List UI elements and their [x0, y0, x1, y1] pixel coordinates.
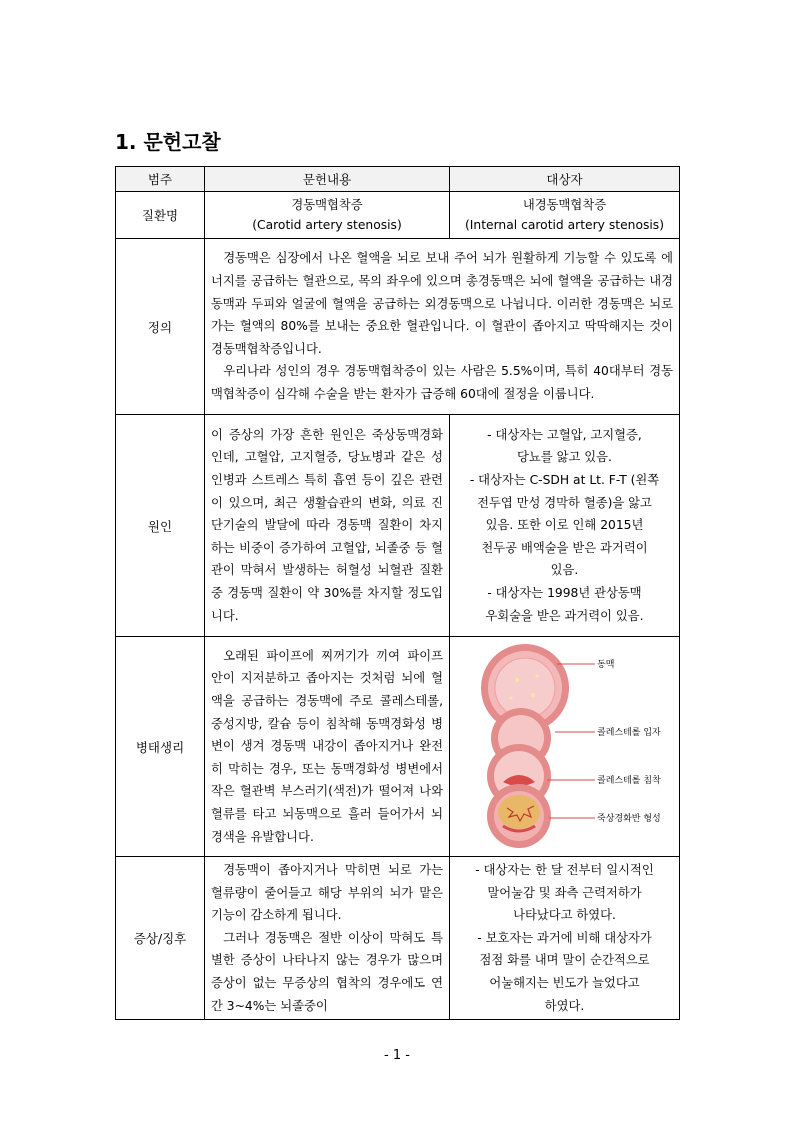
literature-disease-name	[205, 192, 450, 239]
symptoms-paragraph-2: 그러나 경동맥은 절반 이상이 막혀도 특별한 증상이 나타나지 않는 경우가 많으며 증상이 없는 무증상의 협착의 경우에도 연간 3~4%는 뇌졸중이	[211, 930, 443, 1013]
row-disease-name	[116, 192, 680, 239]
disease-name-english: (Carotid artery stenosis)	[252, 218, 402, 232]
pathophysiology-paragraph: 오래된 파이프에 찌꺼기가 끼여 파이프 안이 지저분하고 좁아지는 것처럼 뇌에 혈액을 공급하는 경동맥에 주로 콜레스테롤, 중성지방, 칼슘 등이 침착해 동맥경화성 병변이 생겨 경동맥 내강이 좁아지거나 완전히 막히는 경우, 또는 동맥경화성 병변에서 작은 혈관벽 부스러기(색전)가 떨어져 나와 혈류를 타고 뇌동맥으로 흘러 들어가서 뇌경색을 유발합니다.	[211, 648, 443, 844]
symptoms-patient-line: 하였다.	[544, 998, 585, 1013]
cause-literature-text	[205, 415, 450, 637]
symptoms-patient-line: 나타났다고 하였다.	[513, 908, 616, 923]
row-pathophysiology	[116, 637, 680, 857]
row-definition	[116, 239, 680, 415]
page-number: - 1 -	[384, 1048, 410, 1063]
artery-stage-plaque	[487, 784, 551, 848]
cause-patient-line: - 대상자는 1998년 관상동맥	[487, 585, 642, 600]
cause-patient-line: 있음.	[550, 563, 579, 578]
cause-patient-line: 전두엽 만성 경막하 혈종)을 앓고	[477, 495, 652, 510]
cause-patient-line: 천두공 배액술을 받은 과거력이	[481, 540, 648, 555]
symptoms-patient-text	[450, 857, 680, 1020]
definition-paragraph-2: 우리나라 성인의 경우 경동맥협착증이 있는 사람은 5.5%이며, 특히 40대부터 경동맥협착증이 심각해 수술을 받는 환자가 급증해 60대에 절정을 이룹니다.	[211, 364, 673, 401]
symptoms-literature-text	[205, 857, 450, 1020]
page-heading: 1. 문헌고찰	[115, 130, 221, 154]
row-cause	[116, 415, 680, 637]
cause-patient-text	[450, 415, 680, 637]
cause-literature-paragraph: 이 증상의 가장 흔한 원인은 죽상동맥경화인데, 고혈압, 고지혈증, 당뇨병과 같은 성인병과 스트레스 특히 흡연 등이 깊은 관련이 있으며, 최근 생활습관의 변화, 의료 진단기술의 발달에 따라 경동맥 질환이 차지하는 비중이 증가하여 고혈압, 뇌졸중 등 혈관이 막혀서 발생하는 허혈성 뇌혈관 질환 중 경동맥 질환이 약 30%를 차지할 정도입니다.	[211, 427, 443, 623]
pathophysiology-literature-text	[205, 637, 450, 857]
patient-disease-name	[450, 192, 680, 239]
label-cholesterol-deposit: 콜레스테롤 침착	[596, 776, 661, 786]
label-atheroma-formation: 죽상경화반 형성	[596, 814, 661, 824]
symptoms-patient-line: 말어눌감 및 좌측 근력저하가	[487, 885, 642, 900]
symptoms-patient-line: - 보호자는 과거에 비해 대상자가	[477, 930, 652, 945]
header-category: 범주	[116, 167, 205, 192]
symptoms-patient-line: - 대상자는 한 달 전부터 일시적인	[475, 863, 654, 877]
label-cholesterol-particle: 콜레스테롤 입자	[596, 728, 661, 738]
category-disease-name: 질환명	[116, 192, 205, 239]
artery-plaque-illustration	[467, 640, 663, 850]
symptoms-patient-line: 어눌해지는 빈도가 늘었다고	[489, 975, 640, 990]
symptoms-paragraph-1: 경동맥이 좁아지거나 막히면 뇌로 가는 혈류량이 줄어들고 해당 부위의 뇌가 맡은 기능이 감소하게 됩니다.	[211, 863, 443, 923]
cause-patient-line: 우회술을 받은 과거력이 있음.	[485, 608, 644, 623]
pathophysiology-figure-cell	[450, 637, 680, 857]
symptoms-patient-line: 점점 화를 내며 말이 순간적으로	[479, 953, 650, 968]
category-cause: 원인	[116, 415, 205, 637]
header-row	[116, 167, 680, 192]
category-pathophysiology: 병태생리	[116, 637, 205, 857]
row-symptoms	[116, 857, 680, 1020]
patient-disease-korean: 내경동맥협착증	[522, 198, 607, 212]
cause-patient-line: 있음. 또한 이로 인해 2015년	[485, 518, 644, 533]
definition-text	[205, 239, 680, 415]
patient-disease-english: (Internal carotid artery stenosis)	[464, 218, 664, 232]
cause-patient-line: - 대상자는 고혈압, 고지혈증,	[487, 427, 642, 442]
label-artery: 동맥	[596, 660, 614, 670]
disease-name-korean: 경동맥협착증	[291, 198, 363, 212]
definition-paragraph-1: 경동맥은 심장에서 나온 혈액을 뇌로 보내 주어 뇌가 원활하게 기능할 수 있도록 에너지를 공급하는 혈관으로, 목의 좌우에 있으며 총경동맥은 뇌에 혈액을 공급하는 내경동맥과 두피와 얼굴에 혈액을 공급하는 외경동맥으로 나뉩니다. 이러한 경동맥은 뇌로 가는 혈액의 80%를 보내는 중요한 혈관입니다. 이 혈관이 좁아지고 딱딱해지는 것이 경동맥협착증입니다.	[211, 251, 673, 356]
category-symptoms: 증상/징후	[116, 857, 205, 1020]
cause-patient-line: - 대상자는 C-SDH at Lt. F-T (왼쪽	[469, 473, 660, 488]
category-definition: 정의	[116, 239, 205, 415]
header-literature: 문헌내용	[205, 167, 450, 192]
header-patient: 대상자	[450, 167, 680, 192]
literature-review-table	[115, 166, 680, 1020]
cause-patient-line: 당뇨를 앓고 있음.	[517, 450, 612, 465]
